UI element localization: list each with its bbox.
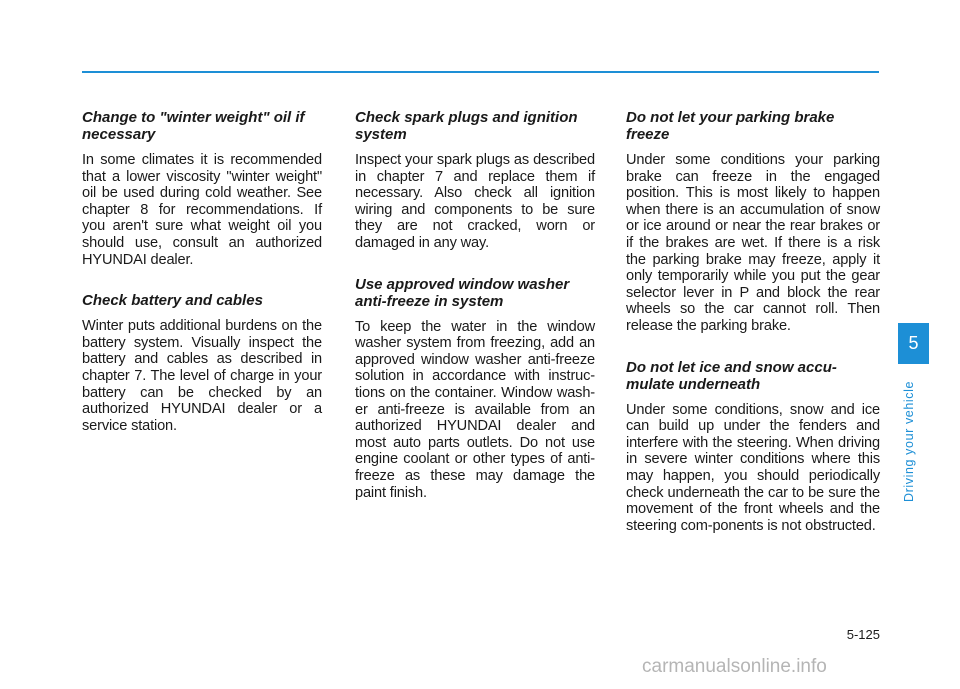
section-body-ice-snow: Under some conditions, snow and ice can build up under the fenders and interfere with the steering. When driving in severe winter conditions where this may happen, you should periodically check underneath the car to be sure the movement of the front wheels and the steering com-ponents is not obstructed. [626,401,880,534]
column-middle [355,109,595,525]
section-heading-parking-brake: Do not let your parking brake freeze [626,109,835,143]
section-body-winter-oil: In some climates it is recommended that a lower viscosity "winter weight" oil be used during cold weather. See chapter 8 for recommendations. If you aren't sure what weight oil you should use, consult an authorized HYUNDAI dealer. [82,152,322,268]
section-body-washer-antifreeze: To keep the water in the window washer system from freezing, add an approved window washer anti-freeze solution in accordance with instruc-tions on the container. Window wash-er anti-freeze is available from an authorized HYUNDAI dealer and most auto parts outlets. Do not use engine coolant or other types of anti-freeze as these may damage the paint finish. [355,318,595,501]
header-rule [82,71,879,73]
page-number: 5-125 [846,627,880,642]
chapter-title-label: Driving your vehicle [902,380,916,502]
section-heading-battery: Check battery and cables [82,292,263,310]
column-left [82,109,322,458]
section-heading-ice-snow: Do not let ice and snow accu-mulate underneath [626,358,837,393]
section-heading-spark-plugs: Check spark plugs and ignition system [355,109,578,143]
section-body-parking-brake: Under some conditions your parking brake can freeze in the engaged position. This is most likely to happen when there is an accumulation of snow or ice around or near the rear brakes or if the brakes are wet. If there is a risk the parking brake may freeze, apply it only temporarily while you put the gear selector lever in P and block the rear wheels so the car cannot roll. Then release the parking brake. [626,152,880,334]
section-heading-washer-antifreeze: Use approved window washer anti-freeze in system [355,275,570,310]
watermark-text: carmanualsonline.info [642,656,827,677]
column-right [626,109,880,558]
chapter-number-tab: 5 [898,323,929,364]
section-body-battery: Winter puts additional burdens on the battery system. Visually inspect the battery and cables as described in chapter 7. The level of charge in your battery can be checked by an authorized HYUNDAI dealer or a service station. [82,318,322,434]
section-heading-winter-oil: Change to "winter weight" oil if necessary [82,109,305,143]
section-body-spark-plugs: Inspect your spark plugs as described in chapter 7 and replace them if necessary. Also check all ignition wiring and components to be sure they are not cracked, worn or damaged in any way. [355,152,595,251]
